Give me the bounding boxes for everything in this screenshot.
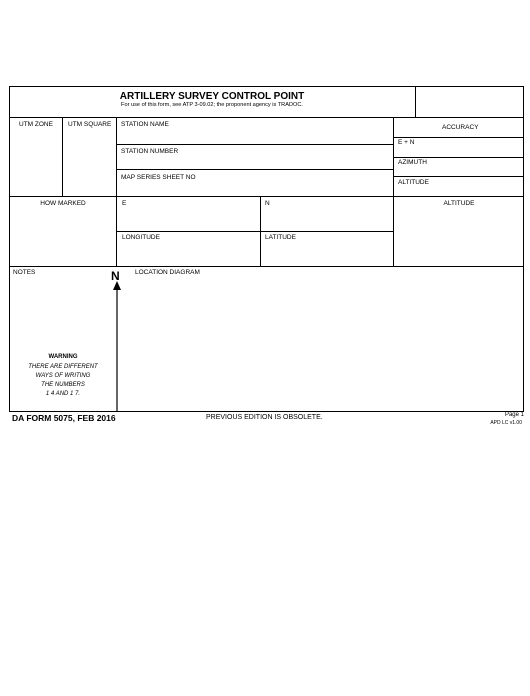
location-diagram-cell[interactable] bbox=[117, 266, 524, 412]
warning-line-1: THERE ARE DIFFERENT bbox=[28, 364, 98, 370]
northing-cell[interactable] bbox=[261, 196, 394, 232]
utm-zone-cell[interactable] bbox=[9, 117, 63, 196]
utm-zone-label: UTM ZONE bbox=[19, 121, 53, 128]
station-name-label: STATION NAME bbox=[121, 121, 169, 128]
easting-label: E bbox=[122, 200, 127, 207]
location-diagram-label: LOCATION DIAGRAM bbox=[135, 269, 200, 276]
en-label: E + N bbox=[398, 139, 415, 146]
azimuth-label: AZIMUTH bbox=[398, 159, 427, 166]
accuracy-label: ACCURACY bbox=[442, 124, 479, 131]
latitude-label: LATITUDE bbox=[265, 234, 296, 241]
map-series-label: MAP SERIES SHEET NO bbox=[121, 174, 196, 181]
how-marked-label: HOW MARKED bbox=[40, 200, 86, 207]
warning-line-2: WAYS OF WRITING bbox=[35, 373, 91, 379]
warning-line-4: 1 4 AND 1 7. bbox=[45, 391, 81, 397]
warning-line-3: THE NUMBERS bbox=[41, 382, 85, 388]
page-number: Page 1 bbox=[504, 412, 524, 418]
station-number-label: STATION NUMBER bbox=[121, 148, 179, 155]
warning-heading: WARNING bbox=[48, 354, 78, 360]
easting-cell[interactable] bbox=[117, 196, 261, 232]
utm-square-label: UTM SQUARE bbox=[68, 121, 112, 128]
utm-square-cell[interactable] bbox=[63, 117, 117, 196]
form-subtitle: For use of this form, see ATP 3-09.02; the proponent agency is TRADOC. bbox=[121, 102, 303, 108]
altitude-label: ALTITUDE bbox=[443, 200, 475, 207]
title-right-divider bbox=[415, 86, 416, 117]
version: APD LC v1.00 bbox=[490, 420, 522, 426]
notes-label: NOTES bbox=[13, 269, 36, 276]
north-label: N bbox=[111, 269, 120, 283]
northing-label: N bbox=[265, 200, 270, 207]
form-id: DA FORM 5075, FEB 2016 bbox=[12, 413, 116, 423]
edition-notice: PREVIOUS EDITION IS OBSOLETE. bbox=[206, 414, 323, 421]
altitude-accuracy-label: ALTITUDE bbox=[398, 179, 429, 186]
longitude-label: LONGITUDE bbox=[122, 234, 160, 241]
form-title: ARTILLERY SURVEY CONTROL POINT bbox=[119, 91, 305, 102]
